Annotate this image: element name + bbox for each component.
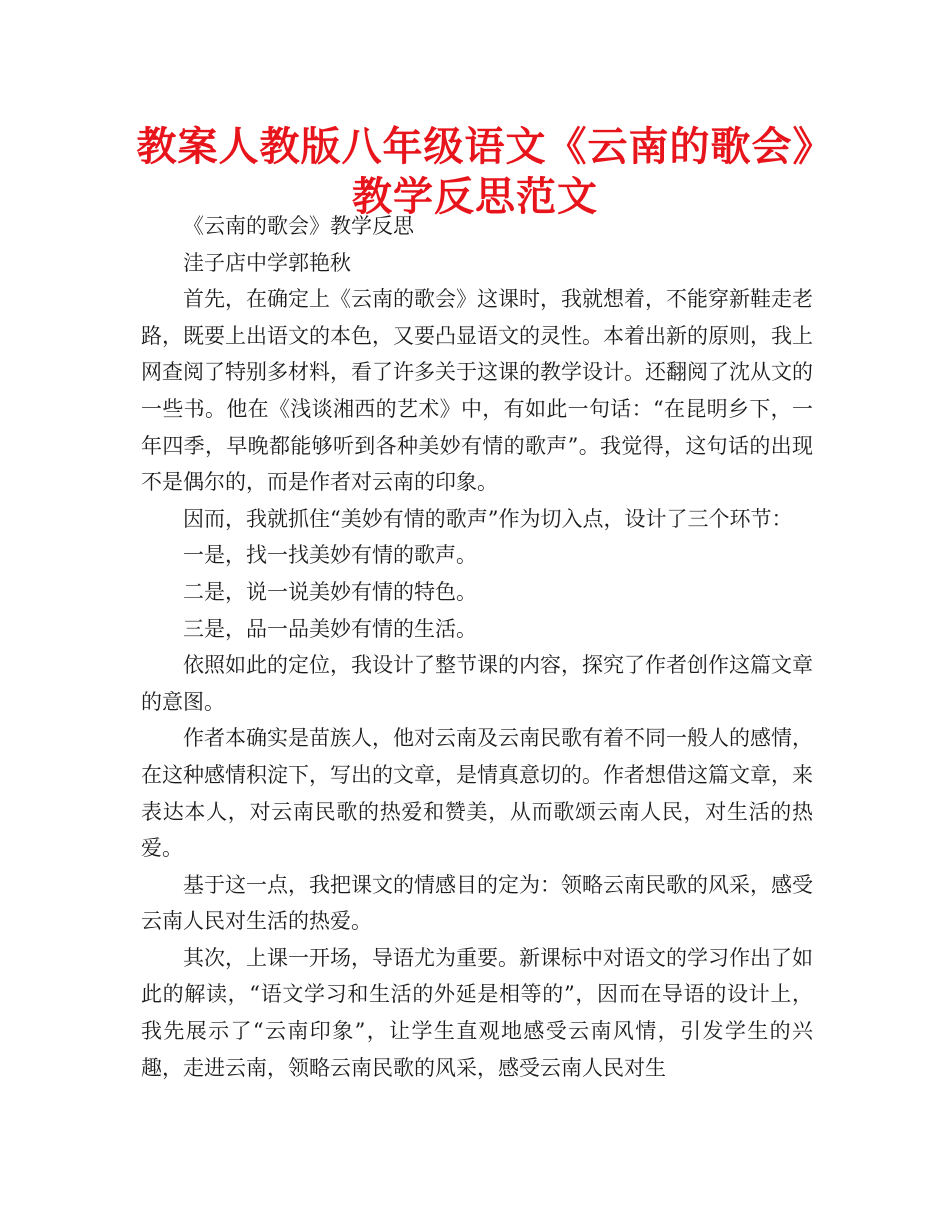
paragraph-list-item: 三是，品一品美妙有情的生活。 xyxy=(183,616,477,641)
paragraph-author: 洼子店中学郭艳秋 xyxy=(183,250,351,275)
paragraph: 基于这一点，我把课文的情感目的定为：领略云南民歌的风采，感受云南人民对生活的热爱。 xyxy=(141,872,813,934)
paragraph: 依照如此的定位，我设计了整节课的内容，探究了作者创作这篇文章的意图。 xyxy=(141,653,813,714)
paragraph: 其次，上课一开场，导语尤为重要。新课标中对语文的学习作出了如此的解读，“语文学习和生活的外延是相等的”，因而在导语的设计上，我先展示了“云南印象”，让学生直观地感受云南风情，引发学生的兴趣，走进云南，领略云南民歌的风采，感受云南人民对生 xyxy=(141,945,813,1080)
paragraph-heading: 《云南的歌会》教学反思 xyxy=(183,214,414,238)
paragraph-list-item: 一是，找一找美妙有情的歌声。 xyxy=(183,543,477,568)
document-title: 教案人教版八年级语文《云南的歌会》教学反思范文 xyxy=(136,124,814,220)
paragraph: 因而，我就抓住“美妙有情的歌声”作为切入点，设计了三个环节： xyxy=(183,506,793,531)
paragraph: 首先，在确定上《云南的歌会》这课时，我就想着，不能穿新鞋走老路，既要上出语文的本色，又要凸显语文的灵性。本着出新的原则，我上网查阅了特别多材料，看了许多关于这课的教学设计。还翻阅了沈从文的一些书。他在《浅谈湘西的艺术》中，有如此一句话：“在昆明乡下，一年四季，早晚都能够听到各种美妙有情的歌声”。我觉得，这句话的出现不是偶尔的，而是作者对云南的印象。 xyxy=(141,287,813,495)
paragraph: 作者本确实是苗族人，他对云南及云南民歌有着不同一般人的感情，在这种感情积淀下，写出的文章，是情真意切的。作者想借这篇文章，来表达本人，对云南民歌的热爱和赞美，从而歌颂云南人民，对生活的热爱。 xyxy=(141,726,813,861)
paragraph-list-item: 二是，说一说美妙有情的特色。 xyxy=(183,579,477,604)
document-body xyxy=(141,208,813,1086)
